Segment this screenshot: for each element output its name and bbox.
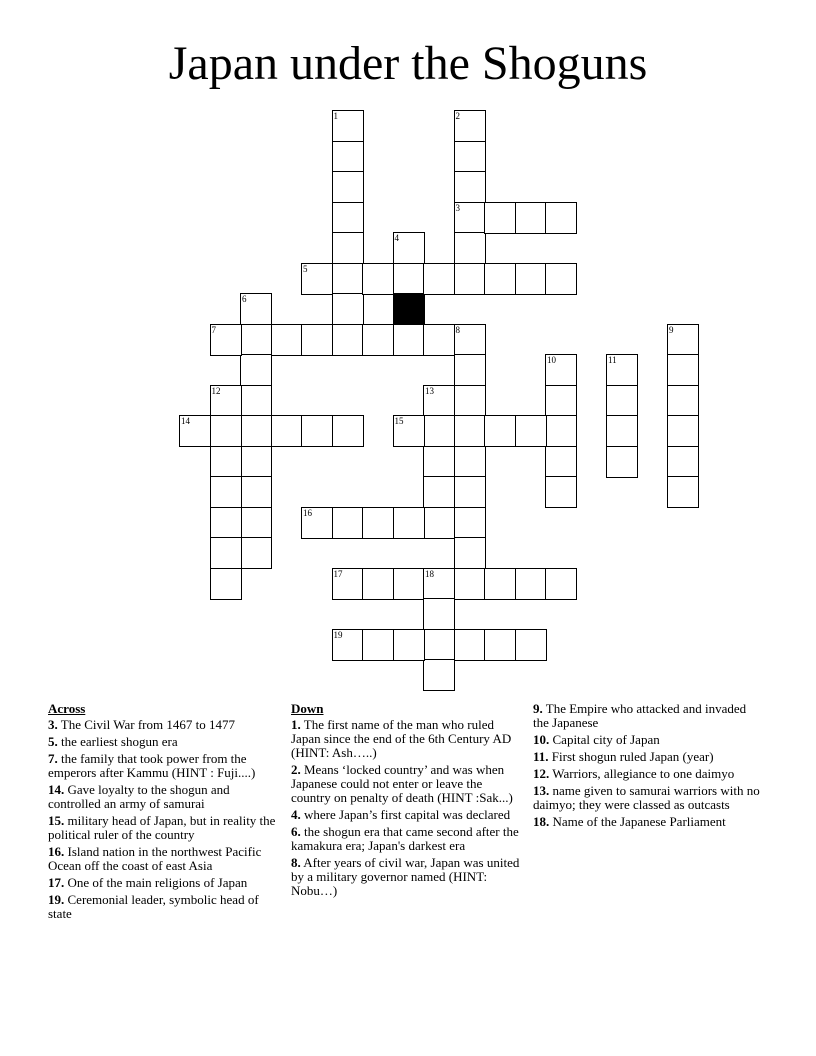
grid-cell[interactable]	[423, 324, 455, 356]
cell-number: 19	[333, 629, 343, 640]
grid-cell[interactable]	[332, 324, 364, 356]
grid-cell[interactable]	[271, 324, 303, 356]
grid-cell[interactable]	[393, 324, 425, 356]
grid-cell[interactable]	[545, 202, 577, 234]
clue-item	[533, 702, 763, 730]
clue-number: 13.	[533, 783, 550, 798]
grid-cell[interactable]	[484, 263, 516, 295]
down-clues-continued	[533, 702, 763, 832]
clue-item	[533, 784, 763, 812]
clue-item	[291, 763, 523, 805]
grid-cell[interactable]	[454, 446, 486, 478]
grid-cell[interactable]	[240, 324, 272, 356]
cell-number: 14	[181, 416, 190, 426]
grid-cell[interactable]	[210, 537, 242, 569]
grid-cell[interactable]	[210, 415, 242, 447]
grid-cell[interactable]	[240, 537, 272, 569]
grid-cell[interactable]	[332, 202, 364, 234]
grid-cell[interactable]	[454, 415, 486, 447]
grid-cell[interactable]	[423, 385, 455, 417]
grid-cell[interactable]	[210, 324, 242, 356]
clue-item	[291, 718, 523, 760]
grid-cell[interactable]	[515, 629, 547, 661]
clue-number: 1.	[291, 717, 301, 732]
clue-number: 7.	[48, 751, 58, 766]
grid-cell[interactable]	[606, 354, 638, 386]
clue-text: Island nation in the northwest Pacific Ocean off the coast of east Asia	[48, 844, 262, 873]
grid-cell[interactable]	[362, 568, 394, 600]
clue-number: 12.	[533, 766, 550, 781]
clue-text: the family that took power from the emperors after Kammu (HINT : Fuji....)	[48, 751, 256, 780]
grid-cell[interactable]	[606, 385, 638, 417]
cell-number: 15	[394, 416, 404, 426]
grid-cell[interactable]	[240, 415, 272, 447]
grid-cell[interactable]	[545, 476, 577, 508]
clue-number: 18.	[533, 814, 550, 829]
grid-cell[interactable]	[606, 446, 638, 478]
cell-number: 7	[211, 324, 216, 335]
grid-cell[interactable]	[240, 446, 272, 478]
grid-cell[interactable]	[423, 629, 455, 661]
cell-number: 10	[547, 355, 556, 365]
grid-cell[interactable]	[332, 415, 364, 447]
clue-item	[291, 825, 523, 853]
grid-cell[interactable]	[545, 568, 577, 600]
grid-cell[interactable]	[423, 415, 455, 447]
grid-cell[interactable]	[484, 415, 516, 447]
grid-cell[interactable]	[332, 141, 364, 173]
cell-number: 12	[211, 385, 221, 396]
grid-cell[interactable]	[545, 415, 577, 447]
grid-cell[interactable]	[454, 629, 486, 661]
grid-cell[interactable]	[393, 415, 425, 447]
cell-number: 16	[303, 507, 312, 518]
cell-number: 6	[242, 294, 247, 304]
grid-cell[interactable]	[606, 415, 638, 447]
grid-cell[interactable]	[454, 507, 486, 539]
grid-cell[interactable]	[240, 385, 272, 417]
clue-item	[533, 750, 763, 764]
page-title: Japan under the Shoguns	[168, 37, 648, 90]
clue-text: First shogun ruled Japan (year)	[548, 749, 714, 764]
clue-number: 2.	[291, 762, 301, 777]
grid-cell[interactable]	[454, 263, 486, 295]
clue-text: The first name of the man who ruled Japan since the end of the 6th Century AD (HINT: Ash…..)	[291, 717, 512, 760]
grid-cell[interactable]	[484, 202, 516, 234]
grid-cell[interactable]	[332, 507, 364, 539]
clue-item	[48, 752, 280, 780]
grid-cell[interactable]	[667, 354, 699, 386]
grid-cell[interactable]	[240, 476, 272, 508]
grid-cell[interactable]	[332, 110, 364, 142]
clue-text: where Japan’s first capital was declared	[300, 807, 511, 822]
clue-text: the shogun era that came second after the kamakura era; Japan's darkest era	[291, 824, 519, 853]
grid-cell[interactable]	[393, 263, 425, 295]
grid-cell[interactable]	[515, 568, 547, 600]
down-clues	[291, 702, 523, 901]
grid-cell[interactable]	[362, 507, 394, 539]
clue-number: 6.	[291, 824, 301, 839]
grid-cell[interactable]	[667, 446, 699, 478]
clue-item	[48, 783, 280, 811]
clue-item	[291, 808, 523, 822]
clue-number: 19.	[48, 892, 65, 907]
clue-text: The Empire who attacked and invaded the Japanese	[533, 701, 747, 730]
grid-cell[interactable]	[301, 415, 333, 447]
grid-cell[interactable]	[210, 446, 242, 478]
clue-text: Name of the Japanese Parliament	[549, 814, 726, 829]
grid-cell[interactable]	[210, 507, 242, 539]
clue-item	[48, 893, 280, 921]
clue-number: 17.	[48, 875, 65, 890]
grid-cell[interactable]	[454, 385, 486, 417]
cell-number: 3	[455, 202, 460, 213]
grid-cell[interactable]	[423, 659, 455, 691]
clue-text: Warriors, allegiance to one daimyo	[549, 766, 735, 781]
grid-cell[interactable]	[393, 568, 425, 600]
clue-item	[533, 767, 763, 781]
clue-number: 15.	[48, 813, 65, 828]
grid-cell[interactable]	[271, 415, 303, 447]
clue-number: 5.	[48, 734, 58, 749]
grid-cell[interactable]	[423, 507, 455, 539]
black-cell	[393, 293, 425, 325]
grid-cell[interactable]	[423, 476, 455, 508]
clue-text: Gave loyalty to the shogun and controlled an army of samurai	[48, 782, 230, 811]
grid-cell[interactable]	[484, 629, 516, 661]
grid-cell[interactable]	[301, 324, 333, 356]
cell-number: 9	[669, 324, 674, 335]
cell-number: 18	[425, 568, 434, 579]
grid-cell[interactable]	[332, 568, 364, 600]
grid-cell[interactable]	[667, 385, 699, 417]
grid-cell[interactable]	[332, 263, 364, 295]
clue-number: 9.	[533, 701, 543, 716]
down-header: Down	[291, 701, 324, 716]
grid-cell[interactable]	[423, 446, 455, 478]
clue-item	[48, 735, 280, 749]
clue-text: name given to samurai warriors with no daimyo; they were classed as outcasts	[533, 783, 760, 812]
across-header: Across	[48, 701, 86, 716]
grid-cell[interactable]	[454, 232, 486, 264]
grid-cell[interactable]	[240, 507, 272, 539]
grid-cell[interactable]	[454, 171, 486, 203]
clue-item	[48, 845, 280, 873]
grid-cell[interactable]	[515, 263, 547, 295]
grid-cell[interactable]	[454, 324, 486, 356]
grid-cell[interactable]	[362, 263, 394, 295]
grid-cell[interactable]	[332, 293, 364, 325]
grid-cell[interactable]	[240, 354, 272, 386]
clue-text: the earliest shogun era	[57, 734, 178, 749]
cell-number: 13	[425, 385, 434, 396]
clue-item	[48, 814, 280, 842]
clue-text: Ceremonial leader, symbolic head of state	[48, 892, 259, 921]
grid-cell[interactable]	[667, 415, 699, 447]
grid-cell[interactable]	[301, 263, 333, 295]
grid-cell[interactable]	[454, 476, 486, 508]
grid-cell[interactable]	[393, 232, 425, 264]
grid-cell[interactable]	[210, 476, 242, 508]
grid-cell[interactable]	[423, 598, 455, 630]
grid-cell[interactable]	[454, 110, 486, 142]
grid-cell[interactable]	[667, 476, 699, 508]
clue-number: 14.	[48, 782, 65, 797]
grid-cell[interactable]	[545, 263, 577, 295]
clue-item	[533, 733, 763, 747]
grid-cell[interactable]	[515, 415, 547, 447]
grid-cell[interactable]	[240, 293, 272, 325]
grid-cell[interactable]	[667, 324, 699, 356]
grid-cell[interactable]	[210, 568, 242, 600]
clue-text: After years of civil war, Japan was united by a military governor named (HINT: Nobu…)	[291, 855, 520, 898]
grid-cell[interactable]	[423, 263, 455, 295]
clue-text: Means ‘locked country’ and was when Japanese could not enter or leave the country on penalty of death (HINT :Sak...)	[291, 762, 513, 805]
grid-cell[interactable]	[515, 202, 547, 234]
grid-cell[interactable]	[179, 415, 211, 447]
grid-cell[interactable]	[454, 568, 486, 600]
clue-number: 3.	[48, 717, 58, 732]
clue-number: 10.	[533, 732, 550, 747]
grid-cell[interactable]	[454, 537, 486, 569]
grid-cell[interactable]	[332, 171, 364, 203]
grid-cell[interactable]	[210, 385, 242, 417]
grid-cell[interactable]	[332, 629, 364, 661]
grid-cell[interactable]	[301, 507, 333, 539]
cell-number: 8	[455, 324, 460, 335]
grid-cell[interactable]	[545, 446, 577, 478]
grid-cell[interactable]	[362, 629, 394, 661]
clue-text: The Civil War from 1467 to 1477	[57, 717, 235, 732]
clue-text: Capital city of Japan	[549, 732, 660, 747]
cell-number: 11	[608, 355, 617, 365]
cell-number: 2	[455, 111, 460, 121]
clue-number: 16.	[48, 844, 65, 859]
clue-item	[291, 856, 523, 898]
grid-cell[interactable]	[423, 568, 455, 600]
grid-cell[interactable]	[454, 141, 486, 173]
grid-cell[interactable]	[393, 507, 425, 539]
cell-number: 17	[333, 568, 343, 579]
cell-number: 5	[303, 263, 308, 274]
clue-text: One of the main religions of Japan	[64, 875, 248, 890]
grid-cell[interactable]	[454, 202, 486, 234]
clue-item	[533, 815, 763, 829]
grid-cell[interactable]	[332, 232, 364, 264]
grid-cell[interactable]	[454, 354, 486, 386]
grid-cell[interactable]	[545, 385, 577, 417]
cell-number: 4	[394, 233, 399, 243]
grid-cell[interactable]	[393, 629, 425, 661]
across-clues	[48, 702, 280, 924]
clue-item	[48, 718, 280, 732]
clue-item	[48, 876, 280, 890]
clue-number: 8.	[291, 855, 301, 870]
clue-number: 4.	[291, 807, 301, 822]
grid-cell[interactable]	[362, 324, 394, 356]
cell-number: 1	[333, 111, 338, 121]
grid-cell[interactable]	[484, 568, 516, 600]
grid-cell[interactable]	[545, 354, 577, 386]
clue-text: military head of Japan, but in reality the political ruler of the country	[48, 813, 276, 842]
clue-number: 11.	[533, 749, 549, 764]
